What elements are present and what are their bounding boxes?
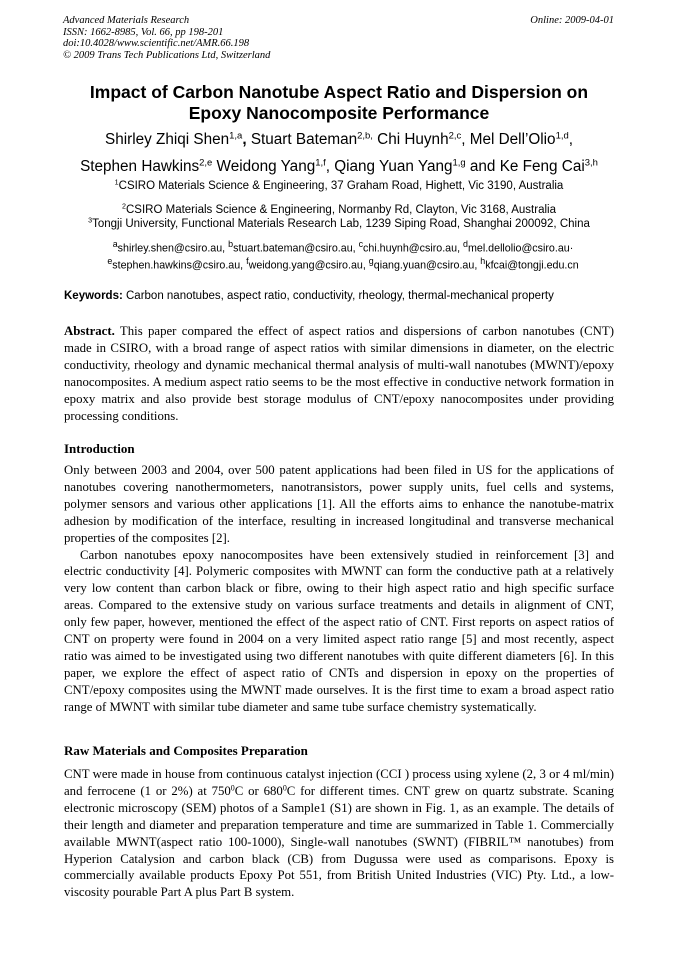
affiliation-sup: 1 — [114, 178, 119, 187]
author-name: Stephen Hawkins — [80, 158, 200, 175]
author-name: Shirley Zhiqi Shen — [105, 131, 230, 148]
email-sup: b — [228, 239, 234, 249]
intro-paragraph-1: Only between 2003 and 2004, over 500 patent applications had been filed in US for the applications of nanotubes covering nanothermometers, nanotransistors, power supply units, fuel cells and systems, polymer sensors and various other applications [1]. All the efforts aims to enhance the nanotube-matrix adhesion by modification of the interface, resulting in increased longitudinal and transverse mechanical properties of the composites [2]. — [64, 463, 614, 545]
author-sup: 1,d — [555, 130, 569, 142]
raw-materials-body — [64, 766, 614, 901]
abstract — [64, 323, 614, 424]
affiliation-text: Tongji University, Functional Materials Research Lab, 1239 Siping Road, Shanghai 200092, China — [92, 218, 590, 230]
author-line-1 — [30, 126, 648, 153]
email-address[interactable]: kfcai@tongji.edu.cn — [485, 259, 579, 272]
author-sup: 3,h — [584, 157, 598, 169]
email-address[interactable]: shirley.shen@csiro.au, — [117, 242, 229, 255]
affiliation-1 — [40, 180, 638, 193]
raw-text-b: C or 680 — [234, 783, 283, 798]
author-sep: and — [465, 158, 500, 175]
email-sup: d — [463, 239, 468, 249]
journal-name: Advanced Materials Research — [63, 15, 190, 26]
keywords-label: Keywords: — [64, 290, 123, 302]
affiliation-sup: 3 — [88, 216, 93, 225]
degree-sup: 0 — [230, 783, 235, 793]
author-list — [30, 126, 648, 180]
affiliation-text: CSIRO Materials Science & Engineering, Normanby Rd, Clayton, Vic 3168, Australia — [126, 204, 556, 216]
author-sep: , — [461, 131, 470, 148]
email-sup: e — [107, 256, 113, 266]
author-sup: 1,a — [229, 130, 243, 142]
email-line-2 — [58, 253, 628, 275]
email-address[interactable]: chi.huynh@csiro.au, — [363, 242, 464, 255]
introduction-body — [64, 462, 614, 716]
author-name: Ke Feng Cai — [499, 158, 585, 175]
affiliation-sup: 2 — [122, 202, 126, 211]
author-name: Stuart Bateman — [250, 131, 358, 148]
email-sup: a — [112, 239, 118, 249]
email-address[interactable]: weidong.yang@csiro.au, — [248, 259, 369, 272]
email-sup: h — [480, 256, 486, 266]
author-sup: 2,b, — [357, 130, 373, 142]
author-name: Mel Dell’Olio — [469, 131, 556, 148]
affiliation-text: CSIRO Materials Science & Engineering, 37 Graham Road, Highett, Vic 3190, Australia — [118, 180, 564, 192]
online-date: Online: 2009-04-01 — [530, 15, 614, 26]
title-line-1: Impact of Carbon Nanotube Aspect Ratio and Dispersion on — [89, 82, 589, 102]
degree-sup: 0 — [282, 783, 287, 793]
abstract-text: This paper compared the effect of aspect ratios and dispersions of carbon nanotubes (CNT) made in CSIRO, with a broad range of aspect ratios with similar dimensions in diameter, on the electric conductivity, rheology and dynamic mechanical thermal analysis of multi-wall nanotubes (MWNT)/epoxy nanocomposites. A medium aspect ratio seems to be the most effective in conductive network formation in epoxy matrix and also provide best storage modulus of CNT/epoxy nanocomposites under providing processing conditions. — [64, 324, 614, 423]
author-sep: , — [568, 131, 573, 148]
section-heading-raw-materials: Raw Materials and Composites Preparation — [64, 743, 308, 758]
email-sup: g — [368, 256, 374, 266]
email-sup: f — [246, 256, 249, 266]
author-sup: 1,f — [315, 157, 326, 169]
email-address[interactable]: mel.dellolio@csiro.au· — [467, 242, 574, 255]
email-sup: c — [358, 239, 364, 249]
author-name: Chi Huynh — [377, 131, 449, 148]
copyright-line: © 2009 Trans Tech Publications Ltd, Switzerland — [63, 49, 271, 61]
email-address[interactable]: qiang.yuan@csiro.au, — [373, 259, 481, 272]
raw-text-c: C for different times. CNT grew on quartz substrate. Scaning electronic microscopy (SEM) photos of a Sample1 (S1) are shown in Fig. 1, as an example. The details of their length and diameter and preparation temperature and time are summarized in Table 1. Commercially available MWNT(aspect ratio 100-1000), Single-wall nanotubes (SWNT) (FIBRIL™ nanotubes) from Hyperion Catalysion and carbon black (CB) from Dugussa were used as comparisons. Epoxy is commercially available products Epoxy Pot 551, from British United Industries (VIC) Pty. Ltd., a low-viscosity pourable Part A plus Part B system. — [64, 783, 615, 900]
author-sup: 1,g — [452, 157, 466, 169]
author-sep: , — [242, 131, 251, 148]
author-name: Qiang Yuan Yang — [334, 158, 453, 175]
keywords-text: Carbon nanotubes, aspect ratio, conductivity, rheology, thermal-mechanical property — [122, 290, 554, 302]
email-address[interactable]: stuart.bateman@csiro.au, — [233, 242, 359, 255]
raw-paragraph-1 — [64, 766, 614, 901]
affiliation-3 — [40, 218, 638, 231]
author-name: Weidong Yang — [216, 158, 316, 175]
author-sep: , — [325, 158, 335, 175]
doi-line: doi:10.4028/www.scientific.net/AMR.66.198 — [63, 38, 250, 50]
journal-header — [63, 15, 270, 61]
author-sup: 2,e — [199, 157, 213, 169]
author-line-2 — [30, 153, 648, 180]
intro-paragraph-2: Carbon nanotubes epoxy nanocomposites have been extensively studied in reinforcement [3] and electric conductivity [4]. Polymeric composites with MWNT can form the conductive path at a relatively very low content than carbon black or fibre, owing to their high aspect ratio and high specific surface areas. Compared to the extensive study on various surface treatments and details in alignment of CNT, only few paper, however, mentioned the effect of the aspect ratio of CNT. First reports on aspect ratios of CNT on property were found in 2004 on a very limited aspect ratio range [5] and most recently, aspect ratio was aimed to be investigated using two different nanotubes with quite different diameters [6]. In this paper, we explore the effect of aspect ratio of CNTs and dispersion in epoxy on the properties of CNT/epoxy composites using the MWNT made ourselves. It is the first time to exam a broad aspect ratio range of MWNT with similar tube diameter and same tube surface chemistry systematically. — [64, 547, 614, 714]
section-heading-introduction: Introduction — [64, 441, 135, 456]
title-line-2: Epoxy Nanocomposite Performance — [188, 103, 490, 123]
raw-text-a: CNT were made in house from continuous catalyst injection (CCI ) process using xylene (2, 3 or 4 ml/min) and ferrocene (1 or 2%) at 750 — [64, 767, 614, 798]
keywords — [64, 289, 624, 303]
email-address[interactable]: stephen.hawkins@csiro.au, — [112, 259, 247, 272]
issn-line: ISSN: 1662-8985, Vol. 66, pp 198-201 — [63, 26, 224, 38]
affiliation-2 — [40, 204, 638, 217]
author-sup: 2,c — [448, 130, 462, 142]
paper-title — [40, 82, 638, 124]
abstract-label: Abstract. — [64, 324, 115, 338]
